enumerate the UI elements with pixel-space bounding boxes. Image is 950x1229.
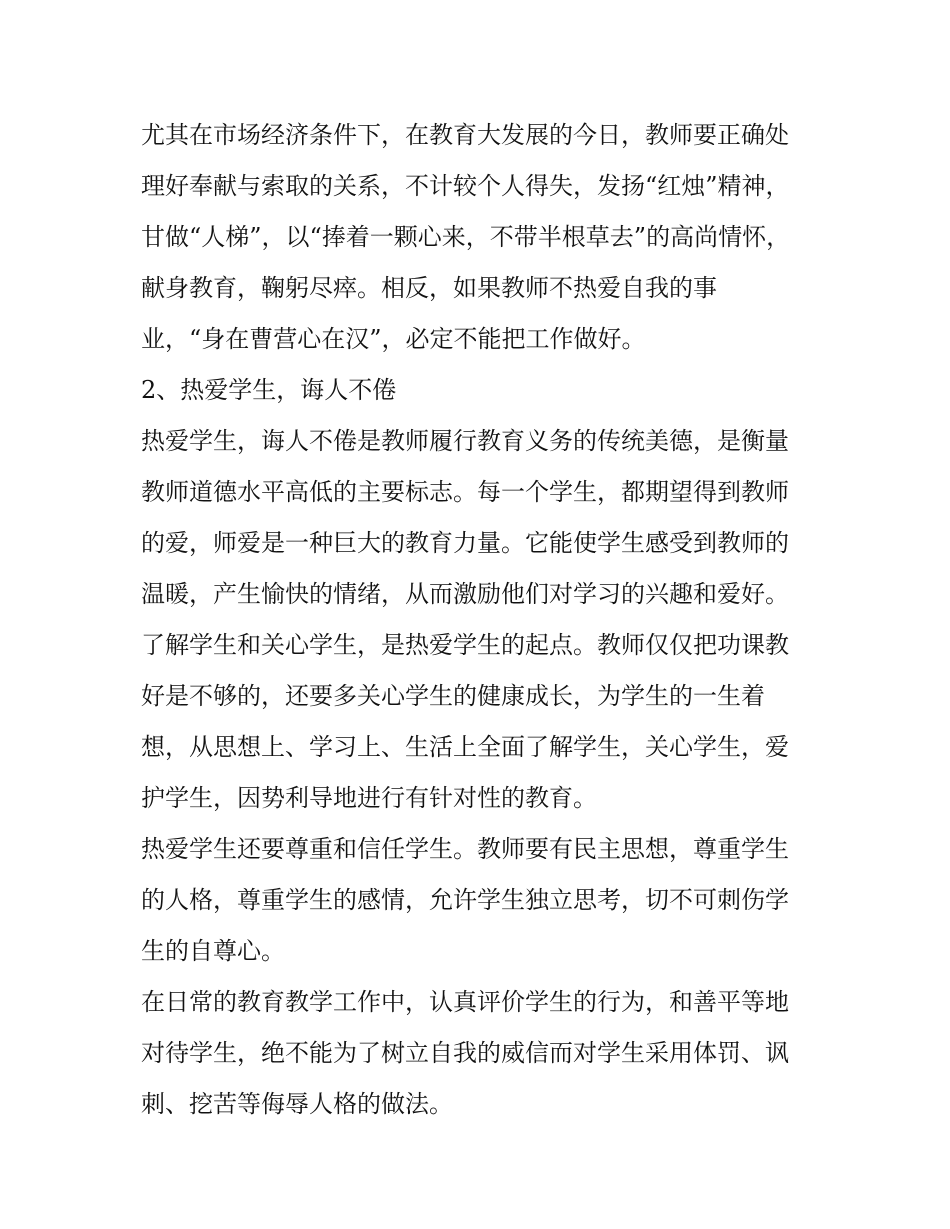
section-heading: 2、热爱学生，诲人不倦: [141, 376, 397, 404]
text-line: 教师道德水平高低的主要标志。每一个学生，都期望得到教师: [141, 478, 789, 506]
text-line: 对待学生，绝不能为了树立自我的威信而对学生采用体罚、讽: [141, 1039, 789, 1067]
text-line: 的人格，尊重学生的感情，允许学生独立思考，切不可刺伤学: [141, 886, 789, 914]
text-line: 生的自尊心。: [141, 937, 285, 965]
document-body: [141, 110, 821, 1130]
text-line: 尤其在市场经济条件下，在教育大发展的今日，教师要正确处: [141, 121, 789, 149]
text-line: 刺、挖苦等侮辱人格的做法。: [141, 1090, 453, 1118]
text-line: 的爱，师爱是一种巨大的教育力量。它能使学生感受到教师的: [141, 529, 789, 557]
text-line: 业，“身在曹营心在汉”，必定不能把工作做好。: [141, 325, 646, 353]
text-line: 想，从思想上、学习上、生活上全面了解学生，关心学生，爱: [141, 733, 789, 761]
text-line: 献身教育，鞠躬尽瘁。相反，如果教师不热爱自我的事: [141, 274, 717, 302]
text-line: 了解学生和关心学生，是热爱学生的起点。教师仅仅把功课教: [141, 631, 789, 659]
text-line: 理好奉献与索取的关系，不计较个人得失，发扬“红烛”精神，: [141, 172, 790, 200]
text-line: 好是不够的，还要多关心学生的健康成长，为学生的一生着: [141, 682, 765, 710]
text-line: 热爱学生，诲人不倦是教师履行教育义务的传统美德，是衡量: [141, 427, 789, 455]
text-line: 护学生，因势利导地进行有针对性的教育。: [141, 784, 597, 812]
text-line: 热爱学生还要尊重和信任学生。教师要有民主思想，尊重学生: [141, 835, 789, 863]
text-line: 在日常的教育教学工作中，认真评价学生的行为，和善平等地: [141, 988, 789, 1016]
text-line: 温暖，产生愉快的情绪，从而激励他们对学习的兴趣和爱好。: [141, 580, 789, 608]
text-line: 甘做“人梯”，以“捧着一颗心来，不带半根草去”的高尚情怀，: [141, 223, 791, 251]
